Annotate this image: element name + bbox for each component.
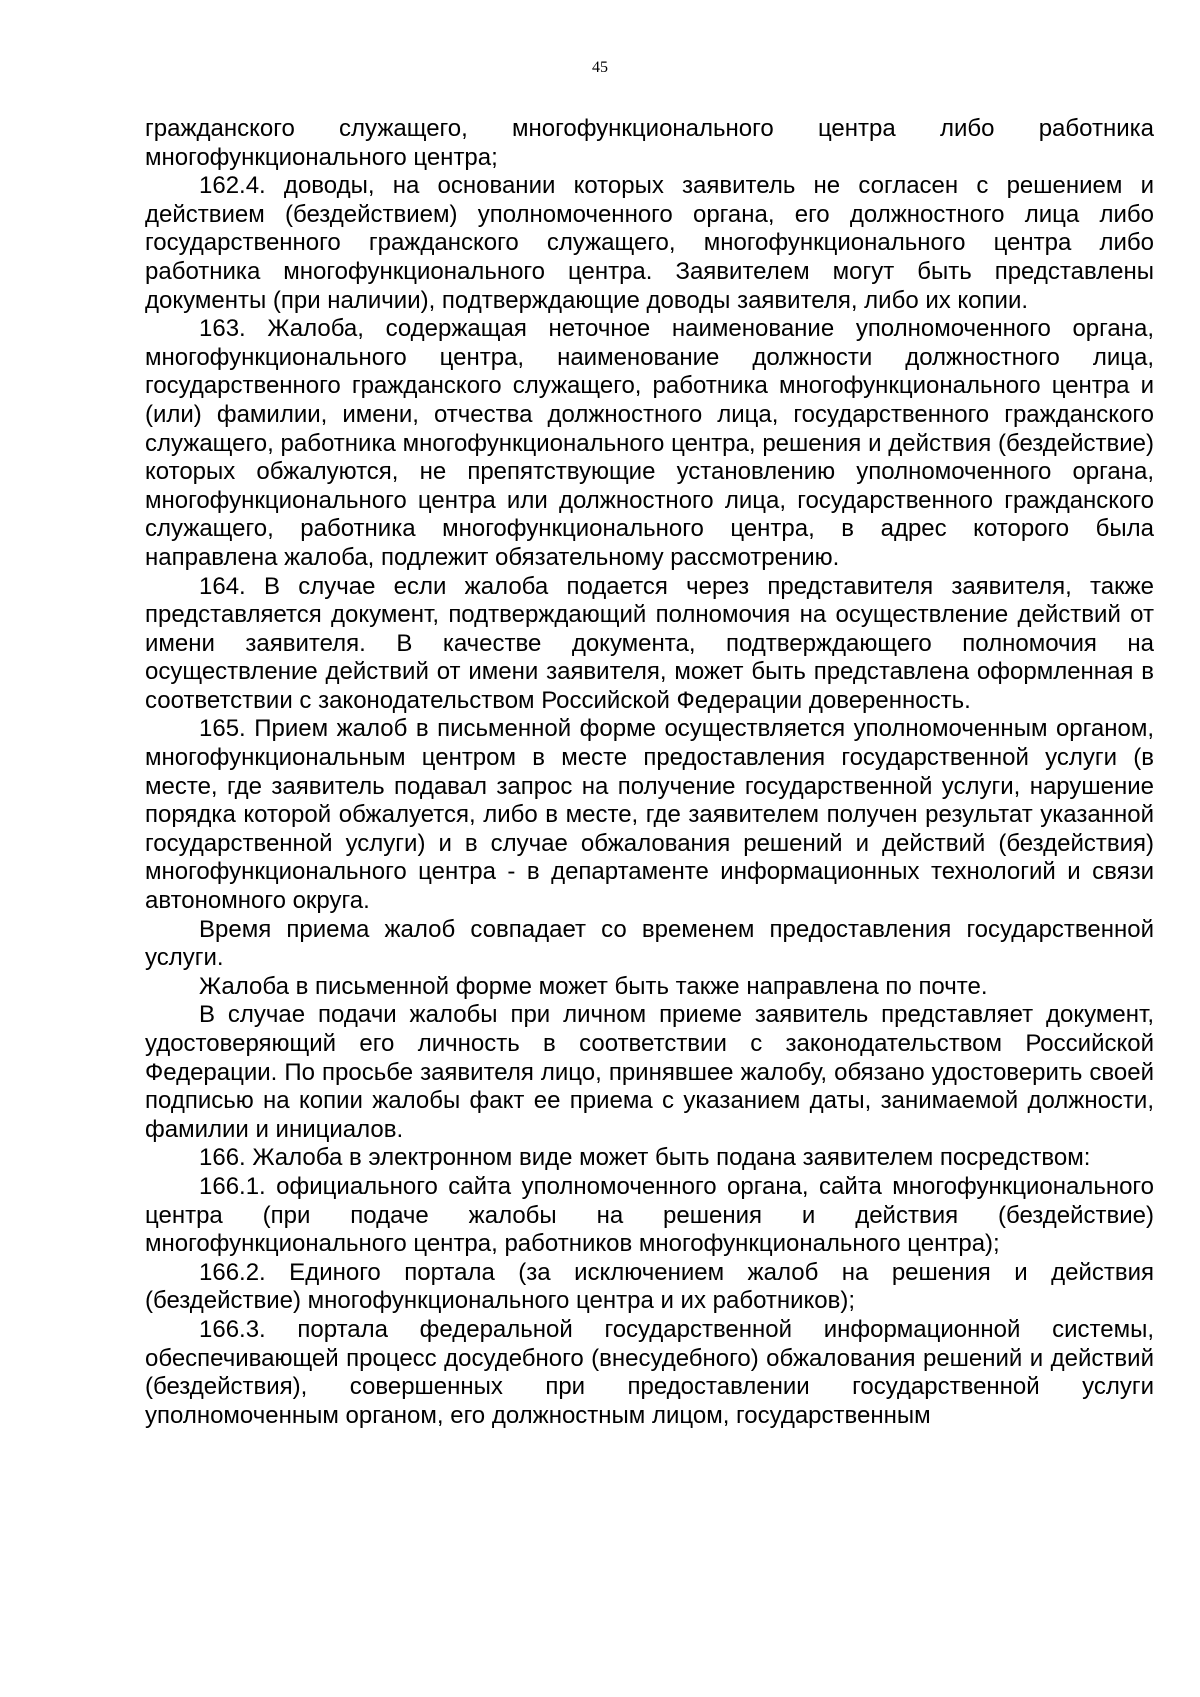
paragraph-166-3: 166.3. портала федеральной государственной информационной системы, обеспечивающей процесс досудебного (внесудебного) обжалования решений и действий (бездействия), совершенных при предоставлении государственной услуги уполномоченным органом, его должностным лицом, государственным xyxy=(145,1315,1154,1429)
paragraph-continuation: гражданского служащего, многофункционального центра либо работника многофункционального центра; xyxy=(145,115,1154,171)
paragraph-165: 165. Прием жалоб в письменной форме осуществляется уполномоченным органом, многофункциональным центром в месте предоставления государственной услуги (в месте, где заявитель подавал запрос на получение государственной услуги, нарушение порядка которой обжалуется, либо в месте, где заявителем получен результат указанной государственной услуги) и в случае обжалования решений и действий (бездействия) многофункционального центра - в департаменте информационных технологий и связи автономного округа. xyxy=(145,715,1154,915)
paragraph-reception-time: Время приема жалоб совпадает со временем предоставления государственной услуги. xyxy=(145,915,1154,972)
paragraph-mail: Жалоба в письменной форме может быть также направлена по почте. xyxy=(199,972,988,1000)
paragraph-163: 163. Жалоба, содержащая неточное наименование уполномоченного органа, многофункционального центра, наименование должности должностного лица, государственного гражданского служащего, работника многофункционального центра и (или) фамилии, имени, отчества должностного лица, государственного гражданского служащего, работника многофункционального центра, решения и действия (бездействие) которых обжалуются, не препятствующие установлению уполномоченного органа, многофункционального центра или должностного лица, государственного гражданского служащего, работника многофункционального центра, в адрес которого была направлена жалоба, подлежит обязательному рассмотрению. xyxy=(145,315,1154,571)
paragraph-166-2: 166.2. Единого портала (за исключением жалоб на решения и действия (бездействие) многофункционального центра и их работников); xyxy=(145,1258,1154,1315)
paragraph-164: 164. В случае если жалоба подается через представителя заявителя, также представляется документ, подтверждающий полномочия на осуществление действий от имени заявителя. В качестве документа, подтверждающего полномочия на осуществление действий от имени заявителя, может быть представлена оформленная в соответствии с законодательством Российской Федерации доверенность. xyxy=(145,572,1154,714)
paragraph-166-1: 166.1. официального сайта уполномоченного органа, сайта многофункционального центра (при подаче жалобы на решения и действия (бездействие) многофункционального центра, работников многофункционального центра); xyxy=(145,1172,1154,1258)
document-body xyxy=(145,115,1154,1430)
paragraph-personal-reception: В случае подачи жалобы при личном приеме заявитель представляет документ, удостоверяющий его личность в соответствии с законодательством Российской Федерации. По просьбе заявителя лицо, принявшее жалобу, обязано удостоверить своей подписью на копии жалобы факт ее приема с указанием даты, занимаемой должности, фамилии и инициалов. xyxy=(145,1001,1154,1143)
paragraph-166: 166. Жалоба в электронном виде может быть подана заявителем посредством: xyxy=(199,1144,1091,1172)
paragraph-162-4: 162.4. доводы, на основании которых заявитель не согласен с решением и действием (бездействием) уполномоченного органа, его должностного лица либо государственного гражданского служащего, многофункционального центра либо работника многофункционального центра. Заявителем могут быть представлены документы (при наличии), подтверждающие доводы заявителя, либо их копии. xyxy=(145,172,1154,314)
page-number: 45 xyxy=(592,59,608,76)
